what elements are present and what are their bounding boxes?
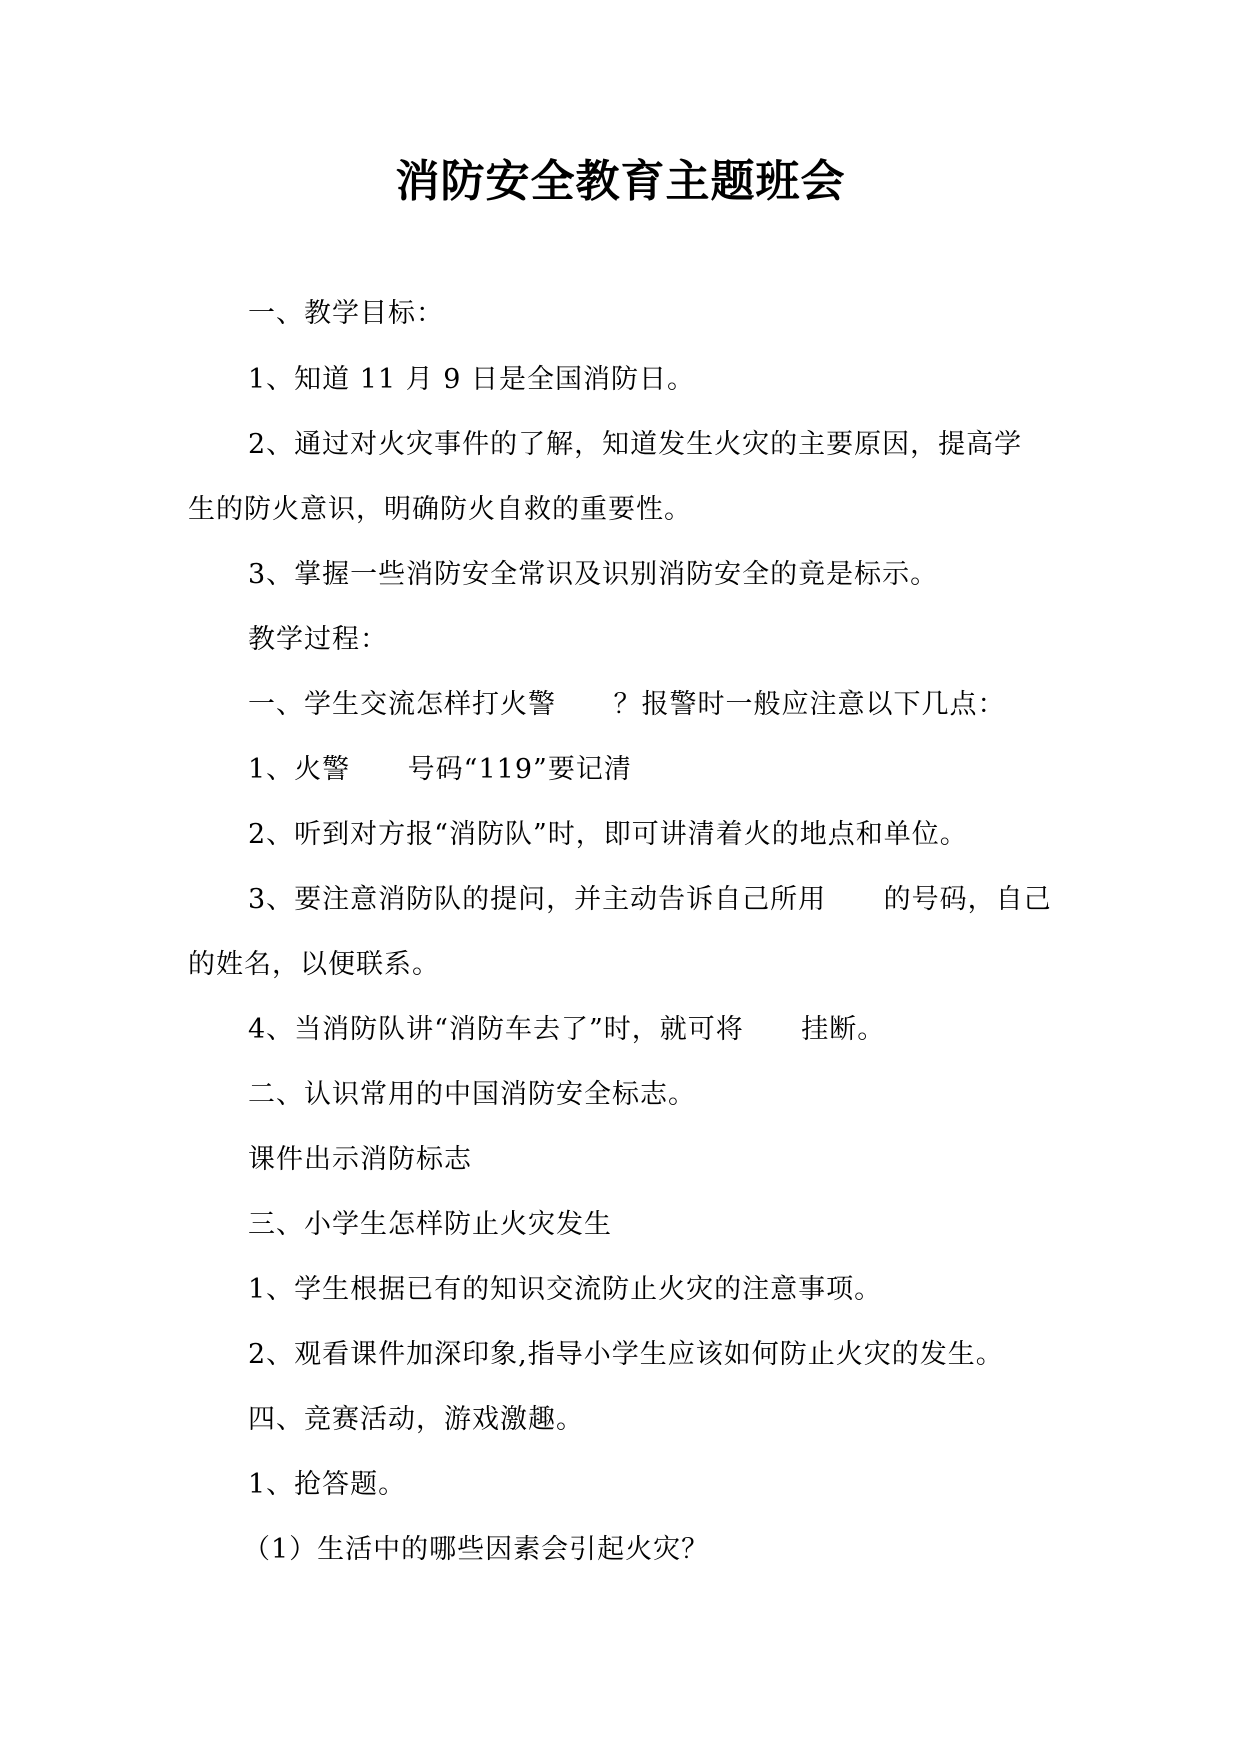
paragraph-line: （1）生活中的哪些因素会引起火灾？ [243, 1534, 710, 1565]
paragraph-line: 1、抢答题。 [248, 1469, 407, 1500]
paragraph-line: 课件出示消防标志 [248, 1144, 472, 1175]
paragraph-line: 1、知道 11 月 9 日是全国消防日。 [248, 364, 696, 395]
paragraph-line: 一、学生交流怎样打火警 ？报警时一般应注意以下几点： [248, 689, 1006, 720]
paragraph-line: 生的防火意识，明确防火自救的重要性。 [188, 494, 692, 525]
paragraph-line: 四、竞赛活动，游戏激趣。 [248, 1404, 584, 1435]
paragraph-line: 三、小学生怎样防止火灾发生 [248, 1209, 612, 1240]
paragraph-line: 3、要注意消防队的提问，并主动告诉自己所用 的号码，自己 [248, 884, 1052, 915]
paragraph-line: 二、认识常用的中国消防安全标志。 [248, 1079, 696, 1110]
paragraph-line: 4、当消防队讲“消防车去了”时，就可将 挂断。 [248, 1014, 886, 1045]
document-title: 消防安全教育主题班会 [395, 156, 846, 207]
paragraph-line: 教学过程： [248, 624, 388, 655]
paragraph-line: 2、观看课件加深印象,指导小学生应该如何防止火灾的发生。 [248, 1339, 1004, 1370]
paragraph-line: 1、学生根据已有的知识交流防止火灾的注意事项。 [248, 1274, 883, 1305]
paragraph-line: 2、通过对火灾事件的了解，知道发生火灾的主要原因，提高学 [248, 429, 1023, 460]
paragraph-line: 2、听到对方报“消防队”时，即可讲清着火的地点和单位。 [248, 819, 968, 850]
paragraph-line: 一、教学目标： [248, 298, 444, 329]
paragraph-line: 的姓名，以便联系。 [188, 949, 440, 980]
paragraph-line: 3、掌握一些消防安全常识及识别消防安全的竟是标示。 [248, 559, 939, 590]
paragraph-line: 1、火警 号码“119”要记清 [248, 754, 632, 785]
